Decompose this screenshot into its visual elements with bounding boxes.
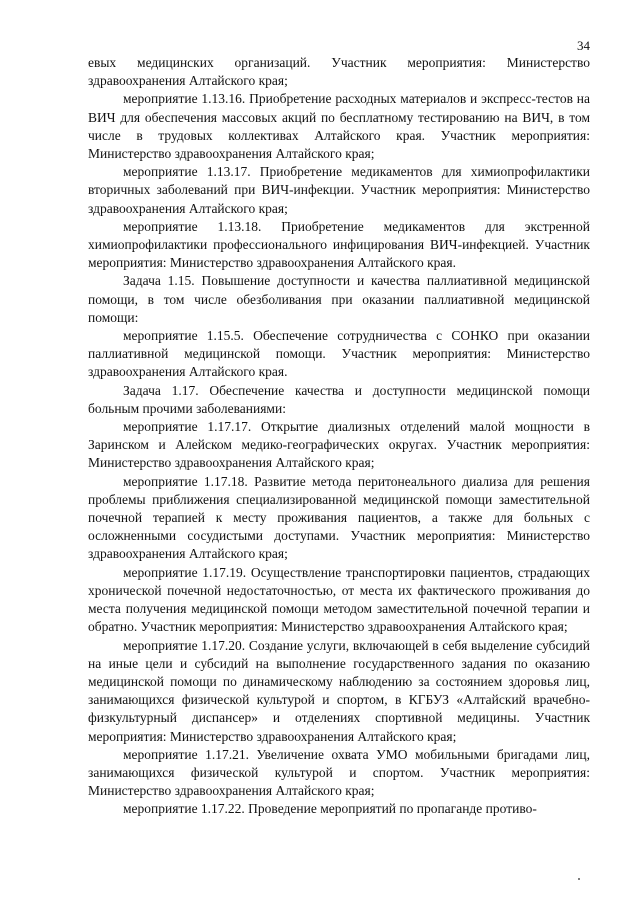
- paragraph: мероприятие 1.17.19. Осуществление транспортировки пациентов, страдающих хронической почечной недостаточностью, от места их фактического проживания до места получения медицинской помощи методом заместительной почечной терапии и обратно. Участник мероприятия: Министерство здравоохранения Алтайского края;: [88, 564, 590, 635]
- paragraph: мероприятие 1.13.18. Приобретение медикаментов для экстренной химиопрофилактики профессионального инфицирования ВИЧ-инфекцией. Участник мероприятия: Министерство здравоохранения Алтайского края.: [88, 218, 590, 271]
- page-number: 34: [577, 38, 590, 53]
- scan-speck: [578, 878, 580, 880]
- paragraph: мероприятие 1.17.20. Создание услуги, включающей в себя выделение субсидий на иные цели и субсидий на выполнение государственного задания по оказанию медицинской помощи по динамическому наблюдению за состоянием здоровья лиц, занимающихся физической культурой и спортом, в КГБУЗ «Алтайский врачебно-физкультурный диспансер» и отделениях спортивной медицины. Участник мероприятия: Министерство здравоохранения Алтайского края;: [88, 637, 590, 744]
- paragraph: мероприятие 1.15.5. Обеспечение сотрудничества с СОНКО при оказании паллиативной медицинской помощи. Участник мероприятия: Министерство здравоохранения Алтайского края.: [88, 328, 590, 380]
- paragraph: мероприятие 1.17.17. Открытие диализных отделений малой мощности в Заринском и Алейском медико-географических округах. Участник мероприятия: Министерство здравоохранения Алтайского края;: [88, 419, 590, 471]
- paragraph: Задача 1.15. Повышение доступности и качества паллиативной медицинской помощи, в том числе обезболивания при оказании паллиативной медицинской помощи:: [88, 273, 590, 325]
- body-text: [88, 54, 590, 819]
- paragraph: мероприятие 1.17.21. Увеличение охвата УМО мобильными бригадами лиц, занимающихся физической культурой и спортом. Участник мероприятия: Министерство здравоохранения Алтайского края;: [88, 746, 590, 799]
- paragraph: евых медицинских организаций. Участник мероприятия: Министерство здравоохранения Алтайского края;: [88, 55, 590, 89]
- paragraph: мероприятие 1.17.18. Развитие метода перитонеального диализа для решения проблемы приближения специализированной медицинской помощи заместительной почечной терапией к месту проживания пациентов, а также для больных с осложненными сосудистыми доступами. Участник мероприятия: Министерство здравоохранения Алтайского края;: [88, 473, 590, 562]
- paragraph: мероприятие 1.17.22. Проведение мероприятий по пропаганде противо-: [123, 801, 537, 817]
- paragraph: Задача 1.17. Обеспечение качества и доступности медицинской помощи больным прочими заболеваниями:: [88, 382, 590, 416]
- paragraph: мероприятие 1.13.17. Приобретение медикаментов для химиопрофилактики вторичных заболеваний при ВИЧ-инфекции. Участник мероприятия: Министерство здравоохранения Алтайского края;: [88, 164, 590, 216]
- paragraph: мероприятие 1.13.16. Приобретение расходных материалов и экспресс-тестов на ВИЧ для обеспечения массовых акций по бесплатному тестированию на ВИЧ, в том числе в трудовых коллективах Алтайского края. Участник мероприятия: Министерство здравоохранения Алтайского края;: [88, 91, 590, 162]
